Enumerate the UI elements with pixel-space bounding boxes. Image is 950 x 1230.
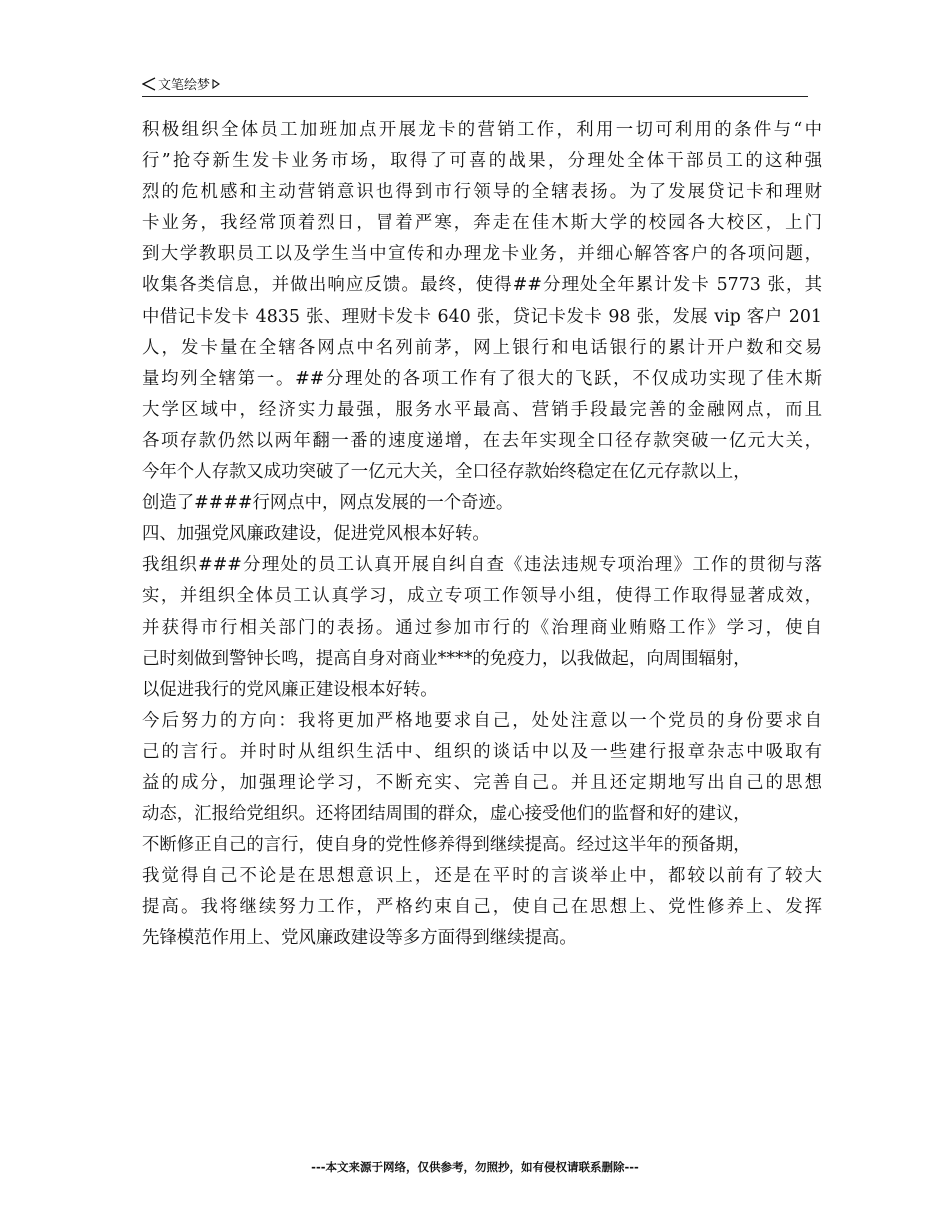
text-line: 己的言行。并时时从组织生活中、组织的谈话中以及一些建行报章杂志中吸取有 (142, 741, 822, 762)
text-line: 到大学教职员工以及学生当中宣传和办理龙卡业务，并细心解答客户的各项问题， (142, 244, 822, 265)
text-line: 今年个人存款又成功突破了一亿元大关，全口径存款始终稳定在亿元存款以上， (142, 462, 751, 483)
page-header (142, 74, 808, 97)
section-heading: 四、加强党风廉政建设，促进党风根本好转。 (142, 524, 490, 545)
text-line: 卡业务，我经常顶着烈日，冒着严寒，奔走在佳木斯大学的校园各大校区，上门 (142, 213, 822, 234)
text-line: 收集各类信息，并做出响应反馈。最终，使得##分理处全年累计发卡 5773 张，其 (142, 275, 822, 296)
text-line: 大学区域中，经济实力最强，服务水平最高、营销手段最完善的金融网点，而且 (142, 399, 822, 420)
header-logo (142, 74, 220, 93)
text-line: 今后努力的方向：我将更加严格地要求自己，处处注意以一个党员的身份要求自 (142, 710, 822, 731)
text-line: 烈的危机感和主动营销意识也得到市行领导的全辖表扬。为了发展贷记卡和理财 (142, 182, 822, 203)
text-line: 各项存款仍然以两年翻一番的速度递增，在去年实现全口径存款突破一亿元大关， (142, 430, 822, 451)
text-line: 益的成分，加强理论学习，不断充实、完善自己。并且还定期地写出自己的思想 (142, 772, 822, 793)
document-body (142, 115, 822, 955)
text-line: 并获得市行相关部门的表扬。通过参加市行的《治理商业贿赂工作》学习，使自 (142, 617, 822, 638)
text-line: 创造了####行网点中，网点发展的一个奇迹。 (142, 493, 514, 514)
logo-text: 文笔绘梦 (158, 78, 211, 93)
left-triangle-icon (142, 77, 156, 91)
text-line: 不断修正自己的言行，使自身的党性修养得到继续提高。经过这半年的预备期， (142, 835, 751, 856)
text-line: 提高。我将继续努力工作，严格约束自己，使自己在思想上、党性修养上、发挥 (142, 897, 822, 918)
text-line: 己时刻做到警钟长鸣，提高自身对商业****的免疫力，以我做起，向周围辐射， (142, 648, 751, 669)
text-line: 积极组织全体员工加班加点开展龙卡的营销工作，利用一切可利用的条件与“中 (142, 120, 822, 140)
text-line: 动态，汇报给党组织。还将团结周围的群众，虚心接受他们的监督和好的建议， (142, 804, 751, 825)
right-triangle-icon (212, 79, 220, 89)
text-line: 先锋模范作用上、党风廉政建设等多方面得到继续提高。 (142, 928, 577, 949)
text-line: 我觉得自己不论是在思想意识上，还是在平时的言谈举止中，都较以前有了较大 (142, 866, 822, 887)
text-line: 我组织###分理处的员工认真开展自纠自查《违法违规专项治理》工作的贯彻与落 (142, 555, 822, 576)
text-line: 人，发卡量在全辖各网点中名列前茅，网上银行和电话银行的累计开户数和交易 (142, 337, 822, 358)
text-line: 量均列全辖第一。##分理处的各项工作有了很大的飞跃，不仅成功实现了佳木斯 (142, 368, 822, 389)
text-line: 实，并组织全体员工认真学习，成立专项工作领导小组，使得工作取得显著成效， (142, 586, 822, 607)
text-line: 行”抢夺新生发卡业务市场，取得了可喜的战果，分理处全体干部员工的这种强 (142, 151, 822, 172)
text-line: 中借记卡发卡 4835 张、理财卡发卡 640 张，贷记卡发卡 98 张，发展 vip 客户 201 (142, 306, 822, 327)
text-line: 以促进我行的党风廉正建设根本好转。 (142, 679, 438, 700)
page-footer-disclaimer: ---本文来源于网络，仅供参考，勿照抄，如有侵权请联系删除--- (311, 1160, 639, 1174)
